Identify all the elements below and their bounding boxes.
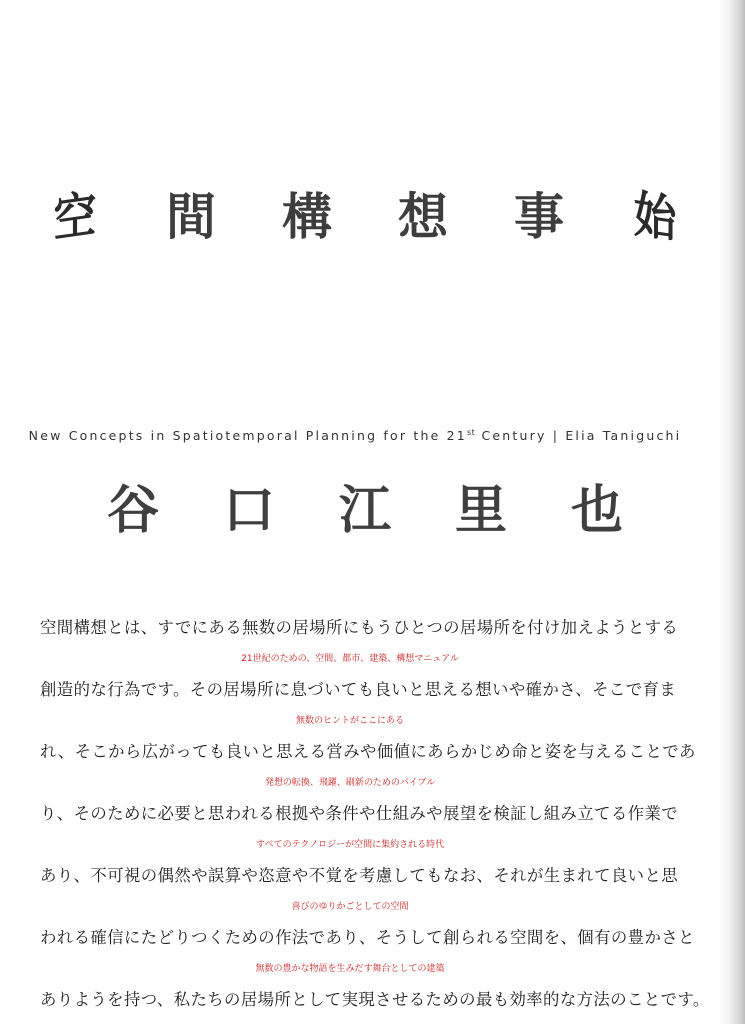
body-line: り、そのために必要と思われる根拠や条件や仕組みや展望を検証し組み立てる作業で <box>40 804 679 823</box>
english-subtitle <box>0 428 710 443</box>
title-char: 構 <box>282 188 332 246</box>
body-line: れ、そこから広がっても良いと思える営みや価値にあらかじめ命と姿を与えることであ <box>40 742 696 761</box>
red-tagline: 喜びのゆりかごとしての空間 <box>291 902 409 912</box>
title-char: 間 <box>166 188 216 246</box>
body-line: あり、不可視の偶然や誤算や恣意や不覚を考慮してもなお、それが生まれて良いと思 <box>40 866 679 885</box>
title-char: 想 <box>398 188 448 246</box>
red-tagline: 無数のヒントがここにある <box>295 716 404 726</box>
body-line: 創造的な行為です。その居場所に息づいても良いと思える想いや確かさ、そこで育ま <box>40 680 677 699</box>
red-tagline: 21世紀のための、空間、都市、建築、構想マニュアル <box>241 654 459 664</box>
red-tagline: すべてのテクノロジーが空間に集約される時代 <box>255 840 445 850</box>
title-char: 始 <box>633 185 677 249</box>
author-char: 里 <box>454 481 507 541</box>
subtitle-author: Century | Elia Taniguchi <box>475 428 682 444</box>
body-line: 空間構想とは、すでにある無数の居場所にもうひとつの居場所を付け加えようとする <box>40 618 679 637</box>
title-char: 空 <box>53 185 97 249</box>
page-edge <box>719 0 745 1024</box>
author-char: 谷 <box>106 481 159 541</box>
book-title <box>40 185 690 249</box>
red-tagline: 発想の転換、飛躍、刷新のためのバイブル <box>264 778 436 788</box>
red-tagline: 無数の豊かな物語を生みだす舞台としての建築 <box>255 964 445 974</box>
author-char: 也 <box>570 481 623 541</box>
title-char: 事 <box>514 188 564 246</box>
body-line: われる確信にたどりつくための作法であり、そうして創られる空間を、個有の豊かさと <box>40 928 695 947</box>
subtitle-ordinal: st <box>466 428 476 437</box>
subtitle-main: New Concepts in Spatiotemporal Planning for the 21 <box>28 428 467 444</box>
author-name <box>100 478 630 544</box>
body-line: ありようを持つ、私たちの居場所として実現させるための最も効率的な方法のことです。 <box>40 990 710 1009</box>
author-char: 口 <box>222 481 275 541</box>
body-text <box>40 614 720 1014</box>
author-char: 江 <box>338 481 391 541</box>
